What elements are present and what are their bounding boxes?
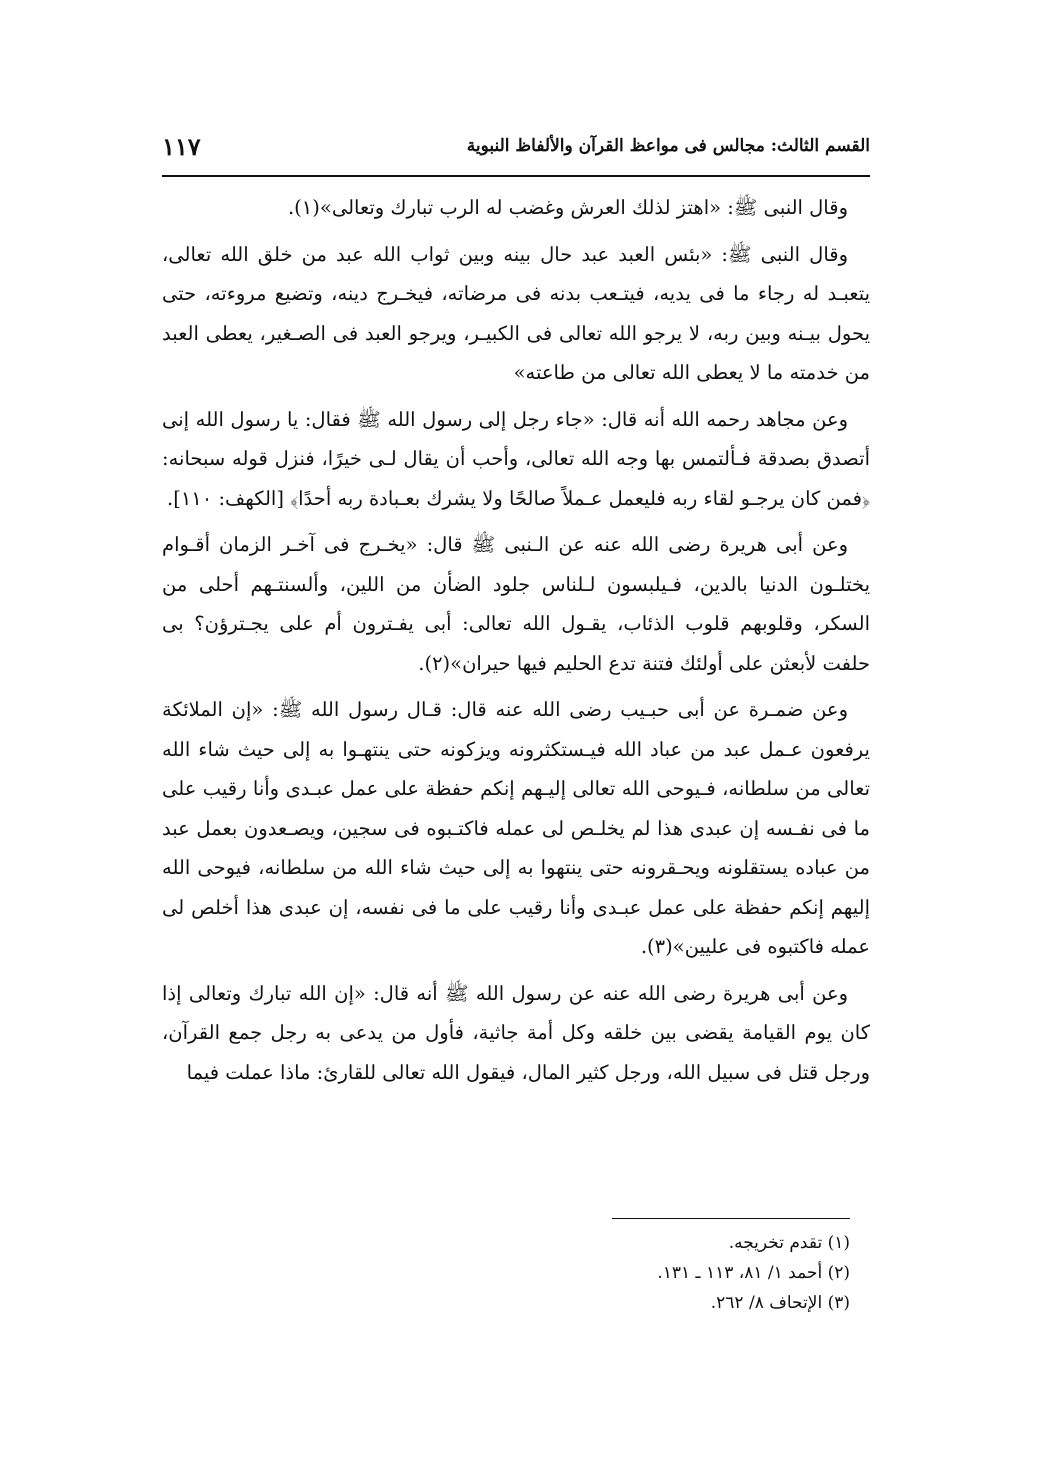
footnote: (٢) أحمد ١/ ٨١، ١١٣ ـ ١٣١.: [657, 1263, 850, 1283]
page-number: ١١٧: [162, 132, 201, 161]
running-header: [162, 132, 870, 172]
section-lead: القسم الثالث:: [770, 136, 870, 156]
paragraph: وعن أبى هريرة رضى الله عنه عن الـنبى ﷺ قال: «يخـرج فى آخـر الزمان أقـوام يختلـون الدنيا بالدين، فـيلبسون لـلناس جلود الضأن من اللين، وألسنتـهم أحلى من السكر، وقلوبهم قلوب الذئاب، يقـول الله تعالى: أبى يفـترون أم على يجـترؤن؟ بى حلفت لأبعثن على أولئك فتنة تدع الحليم فيها حيران»(٢).: [162, 533, 870, 675]
paragraph: وقال النبى ﷺ: «بئس العبد عبد حال بينه وبين ثواب الله عبد من خلق الله تعالى، يتعبـد له رجاء ما فى يديه، فيتـعب بدنه فى مرضاته، فيخـرج دينه، وتضيع مروءته، حتى يحول بيـنه وبين ربه، لا يرجو الله تعالى فى الكبيـر، ويرجو العبد فى الصـغير، يعطى العبد من خدمته ما لا يعطى الله تعالى من طاعته»: [162, 242, 870, 384]
header-divider: [162, 175, 870, 177]
paragraph: وعن ضمـرة عن أبى حبـيب رضى الله عنه قال: قـال رسول الله ﷺ: «إن الملائكة يرفعون عـمل عبد من عباد الله فيـستكثرونه ويزكونه حتى ينتهـوا به إلى حيث شاء الله تعالى من سلطانه، فـيوحى الله تعالى إليـهم إنكم حفظة على عمل عبـدى وأنا رقيب على ما فى نفـسه إن عبدى هذا لم يخلـص لى عمله فاكتـبوه فى سجين، ويصـعدون بعمل عبد من عباده يستقلونه ويحـقرونه حتى ينتهوا به إلى حيث شاء الله من سلطانه، فيوحى الله إليهم إنكم حفظة على عمل عبـدى وأنا رقيب على ما فى نفسه، إن عبدى هذا أخلص لى عمله فاكتبوه فى عليين»(٣).: [162, 698, 870, 958]
footnotes: [400, 1228, 850, 1318]
paragraph: وعن مجاهد رحمه الله أنه قال: «جاء رجل إلى رسول الله ﷺ فقال: يا رسول الله إنى أتصدق بصدقة فـألتمس بها وجه الله تعالى، وأحب أن يقال لـى خيرًا، فنزل قوله سبحانه: ﴿فمن كان يرجـو لقاء ربه فليعمل عـملاً صالحًا ولا يشرك بعـبادة ربه أحدًا﴾ [الكهف: ١١٠].: [162, 407, 870, 510]
section-title: [467, 136, 870, 156]
paragraph: وقال النبى ﷺ: «اهتز لذلك العرش وغضب له الرب تبارك وتعالى»(١).: [287, 196, 848, 219]
footnote: (٣) الإتحاف ٨/ ٢٦٢.: [710, 1293, 850, 1313]
paragraph: وعن أبى هريرة رضى الله عنه عن رسول الله ﷺ أنه قال: «إن الله تبارك وتعالى إذا كان يوم القيامة يقضى بين خلقه وكل أمة جاثية، فأول من يدعى به رجل جمع القرآن، ورجل قتل فى سبيل الله، ورجل كثير المال، فيقول الله تعالى للقارئ: ماذا عملت فيما: [162, 981, 870, 1084]
footnote-divider: [612, 1218, 850, 1219]
footnote: (١) تقدم تخريجه.: [728, 1233, 850, 1253]
main-text: [162, 188, 870, 1099]
section-subtitle: مجالس فى مواعظ القرآن والألفاظ النبوية: [466, 136, 765, 156]
